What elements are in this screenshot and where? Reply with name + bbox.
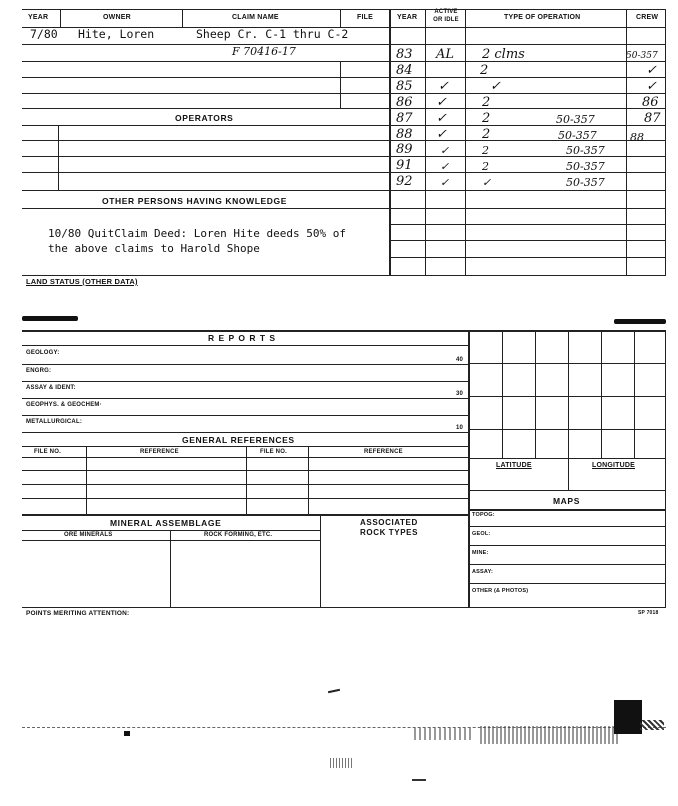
file-no-header-2: FILE NO.: [260, 449, 287, 455]
row-line: [22, 345, 468, 346]
bottom-border: [22, 607, 666, 608]
divider: [86, 446, 87, 514]
scan-noise: [480, 726, 620, 744]
divider: [465, 9, 466, 275]
rock-forming-header: ROCK FORMING, ETC.: [204, 532, 273, 538]
row-line: [22, 381, 468, 382]
activity-year: 92: [396, 174, 413, 189]
grid-line: [634, 330, 635, 458]
claim-year: 7/80: [30, 27, 58, 41]
maps-line: [468, 526, 666, 527]
row-line: [389, 240, 666, 241]
row-line: [22, 93, 389, 94]
grid-line: [468, 363, 666, 364]
operation-code: 50-357: [566, 160, 605, 173]
scan-speck: [412, 779, 426, 781]
maps-title: MAPS: [553, 496, 580, 506]
row-line: [389, 257, 666, 258]
activity-status: ✓: [440, 160, 450, 173]
row-line: [22, 108, 389, 109]
row-line: [389, 93, 666, 94]
top-section-bottom: [22, 275, 666, 276]
activity-operation: 2: [482, 144, 489, 157]
year-header-2: YEAR: [397, 14, 418, 21]
row-line: [22, 540, 320, 541]
reports-right-border: [468, 330, 470, 608]
file-col-divider: [340, 61, 341, 108]
grid-line: [468, 396, 666, 397]
maps-line: [468, 545, 666, 546]
owner-header: OWNER: [103, 14, 131, 21]
scale-40: 40: [456, 357, 464, 363]
row-line: [22, 446, 468, 447]
latitude-label: LATITUDE: [496, 462, 532, 469]
activity-status: ✓: [436, 127, 447, 142]
divider: [170, 530, 171, 608]
row-line: [389, 140, 666, 141]
activity-year: 84: [396, 63, 413, 78]
activity-operation: 2: [480, 63, 489, 78]
divider: [60, 9, 61, 27]
claim-owner: Hite, Loren: [78, 27, 155, 41]
divider: [58, 125, 59, 190]
activity-year: 85: [396, 79, 413, 94]
reference-header: REFERENCE: [140, 449, 179, 455]
row-line: [22, 140, 389, 141]
row-line: [22, 498, 468, 499]
quitclaim-note-line1: 10/80 QuitClaim Deed: Loren Hite deeds 50% of: [48, 227, 347, 240]
scale-10: 10: [456, 425, 464, 431]
activity-status: AL: [436, 47, 455, 62]
row-line: [22, 484, 468, 485]
geol-label: GEOL:: [472, 531, 491, 537]
row-line: [389, 224, 666, 225]
activity-operation: 2: [482, 95, 491, 110]
other-photos-label: OTHER (& PHOTOS): [472, 588, 529, 594]
row-line: [22, 77, 389, 78]
grid-line: [568, 330, 569, 490]
mine-label: MINE:: [472, 550, 489, 556]
divider: [665, 9, 666, 275]
scan-block: [614, 700, 642, 734]
left-block-right-border: [389, 9, 391, 275]
maps-line: [468, 564, 666, 565]
grid-line: [468, 490, 666, 491]
ore-minerals-header: ORE MINERALS: [64, 532, 113, 538]
row-line: [22, 457, 468, 458]
row-line: [22, 364, 468, 365]
row-line: [389, 44, 666, 45]
longitude-label: LONGITUDE: [592, 462, 636, 469]
topog-label: TOPOG:: [472, 512, 495, 518]
top-border: [22, 9, 666, 10]
file-header: FILE: [357, 14, 373, 21]
activity-crew: 86: [642, 95, 659, 110]
grid-line: [468, 429, 666, 430]
geophys-label: GEOPHYS. & GEOCHEM·: [26, 402, 102, 408]
row-line: [389, 172, 666, 173]
row-line: [22, 432, 468, 433]
activity-crew: ✓: [646, 79, 657, 94]
activity-year: 91: [396, 158, 413, 173]
row-line: [389, 61, 666, 62]
row-line: [22, 208, 389, 209]
scan-mark: [614, 319, 666, 324]
row-line: [389, 208, 666, 209]
general-references-title: GENERAL REFERENCES: [182, 435, 295, 445]
activity-operation: 2: [482, 127, 491, 142]
scale-30: 30: [456, 391, 464, 397]
operation-code: 50-357: [556, 113, 595, 126]
grid-line: [601, 330, 602, 458]
row-line: [22, 190, 389, 191]
row-line: [22, 530, 320, 531]
activity-year: 88: [396, 127, 413, 142]
divider: [425, 9, 426, 275]
activity-crew: 88: [630, 131, 644, 144]
row-line: [22, 415, 468, 416]
crew-header: CREW: [636, 14, 659, 21]
associated-label: ASSOCIATED: [360, 518, 418, 527]
maps-line: [468, 509, 666, 511]
active-header: ACTIVE: [434, 9, 458, 15]
file-no-header: FILE NO.: [34, 449, 61, 455]
engrg-label: ENGRG:: [26, 368, 52, 374]
assay-map-label: ASSAY:: [472, 569, 494, 575]
land-status-label: LAND STATUS (OTHER DATA): [26, 277, 138, 286]
operation-code: 50-357: [566, 144, 605, 157]
references-bottom: [22, 514, 468, 516]
scan-noise: [414, 728, 474, 740]
scan-speck: [124, 731, 130, 736]
activity-crew: 50-357: [626, 51, 658, 61]
claim-file-ref: F 70416-17: [232, 45, 296, 58]
quitclaim-note-line2: the above claims to Harold Shope: [48, 242, 260, 255]
assay-ident-label: ASSAY & IDENT:: [26, 385, 76, 391]
metallurgical-label: METALLURGICAL:: [26, 419, 83, 425]
activity-operation: 2: [482, 160, 489, 173]
row-line: [22, 44, 389, 45]
reports-top-border: [22, 330, 666, 332]
activity-operation: ✓: [490, 79, 501, 94]
claim-name-header: CLAIM NAME: [232, 14, 279, 21]
activity-operation: 2 clms: [482, 47, 525, 62]
rock-types-label: ROCK TYPES: [360, 528, 419, 537]
row-line: [389, 125, 666, 126]
activity-status: ✓: [436, 95, 447, 110]
row-line: [22, 156, 389, 157]
claim-name: Sheep Cr. C-1 thru C-2: [196, 27, 349, 41]
scan-mark: [22, 316, 78, 321]
scan-noise: [330, 758, 352, 768]
operation-code: 50-357: [558, 129, 597, 142]
activity-crew: ✓: [646, 63, 657, 78]
activity-status: ✓: [440, 144, 450, 157]
row-line: [22, 61, 389, 62]
row-line: [22, 470, 468, 471]
row-line: [389, 156, 666, 157]
activity-year: 87: [396, 111, 413, 126]
grid-line: [468, 458, 666, 459]
type-of-operation-header: TYPE OF OPERATION: [504, 14, 581, 21]
row-line: [22, 172, 389, 173]
divider: [340, 9, 341, 27]
activity-status: ✓: [440, 176, 450, 189]
reference-header-2: REFERENCE: [364, 449, 403, 455]
divider: [182, 9, 183, 27]
activity-year: 89: [396, 142, 413, 157]
operators-label: OPERATORS: [175, 113, 234, 123]
row-line: [389, 190, 666, 191]
scan-noise: [640, 720, 664, 730]
idle-header: OR IDLE: [433, 17, 459, 23]
activity-crew: 87: [644, 111, 661, 126]
row-line: [389, 77, 666, 78]
right-border: [665, 330, 666, 608]
points-meriting-label: POINTS MERITING ATTENTION:: [26, 610, 130, 617]
divider: [320, 514, 321, 608]
activity-year: 86: [396, 95, 413, 110]
maps-line: [468, 583, 666, 584]
divider: [308, 446, 309, 514]
reports-title: R E P O R T S: [208, 333, 277, 343]
activity-status: ✓: [436, 111, 447, 126]
other-persons-label: OTHER PERSONS HAVING KNOWLEDGE: [102, 196, 288, 206]
row-line: [389, 108, 666, 109]
year-header: YEAR: [28, 14, 49, 21]
operation-code: 50-357: [566, 176, 605, 189]
divider: [626, 9, 627, 275]
activity-operation: 2: [482, 111, 491, 126]
activity-year: 83: [396, 47, 413, 62]
geology-label: GEOLOGY:: [26, 350, 60, 356]
form-number: SP 7018: [638, 610, 659, 616]
grid-line: [502, 330, 503, 458]
grid-line: [535, 330, 536, 458]
activity-operation: ✓: [482, 176, 492, 189]
mineral-assemblage-title: MINERAL ASSEMBLAGE: [110, 518, 222, 528]
row-line: [22, 398, 468, 399]
scan-speck: [328, 689, 340, 693]
activity-status: ✓: [438, 79, 449, 94]
row-line: [22, 125, 389, 126]
divider: [246, 446, 247, 514]
